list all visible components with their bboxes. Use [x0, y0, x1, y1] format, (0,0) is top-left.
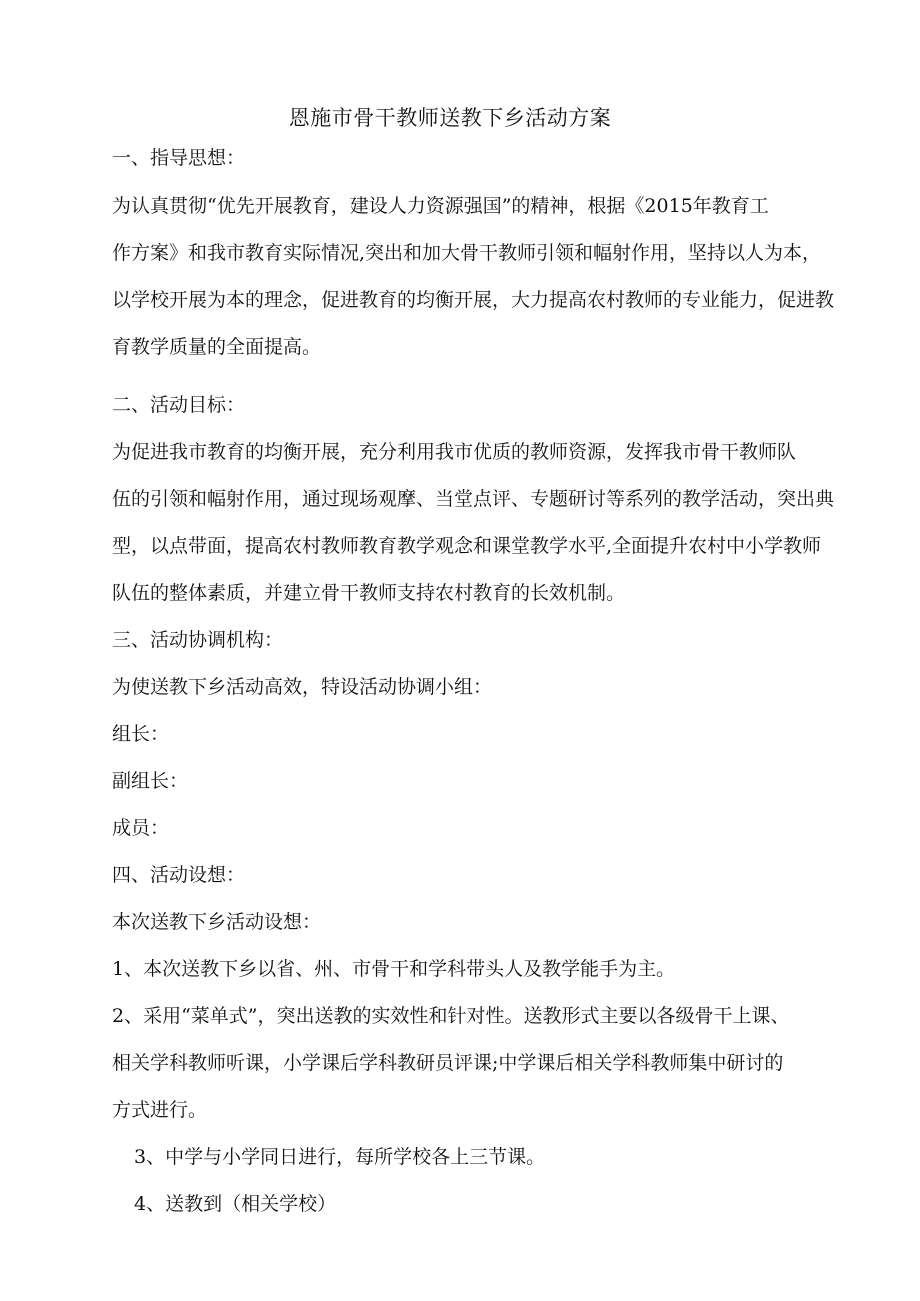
- paragraph-line: 为促进我市教育的均衡开展，充分利用我市优质的教师资源，发挥我市骨干教师队: [112, 441, 797, 463]
- section-heading-coordination-body: 三、活动协调机构：: [112, 629, 284, 651]
- paragraph-line: 育教学质量的全面提高。: [112, 336, 322, 358]
- paragraph-line: 相关学科教师听课，小学课后学科教研员评课;中学课后相关学科教师集中研讨的: [112, 1052, 784, 1074]
- paragraph-line: 为使送教下乡活动高效，特设活动协调小组：: [112, 676, 493, 698]
- paragraph-line: 方式进行。: [112, 1099, 208, 1121]
- section-heading-guiding-ideology: 一、指导思想：: [112, 147, 246, 169]
- paragraph-line: 伍的引领和幅射作用，通过现场观摩、当堂点评、专题研讨等系列的教学活动，突出典: [112, 488, 835, 510]
- document-title: 恩施市骨干教师送教下乡活动方案: [288, 106, 612, 130]
- paragraph-line: 作方案》和我市教育实际情况,突出和加大骨干教师引领和幅射作用，坚持以人为本，: [112, 242, 822, 264]
- paragraph-line: 以学校开展为本的理念，促进教育的均衡开展，大力提高农村教师的专业能力，促进教: [112, 289, 835, 311]
- list-item: 2、采用“菜单式”，突出送教的实效性和针对性。送教形式主要以各级骨干上课、: [112, 1005, 790, 1027]
- section-heading-activity-goals: 二、活动目标：: [112, 394, 246, 416]
- paragraph-line: 本次送教下乡活动设想：: [112, 911, 322, 933]
- deputy-leader-label: 副组长：: [112, 770, 189, 792]
- list-item: 3、中学与小学同日进行，每所学校各上三节课。: [134, 1146, 546, 1168]
- paragraph-line: 队伍的整体素质，并建立骨干教师支持农村教育的长效机制。: [112, 582, 626, 604]
- list-item: 4、送教到（相关学校）: [134, 1193, 337, 1215]
- paragraph-line: 为认真贯彻“优先开展教育，建设人力资源强国”的精神，根据《2015年教育工: [112, 195, 769, 217]
- list-item: 1、本次送教下乡以省、州、市骨干和学科带头人及教学能手为主。: [112, 958, 676, 980]
- paragraph-line: 型，以点带面，提高农村教师教育教学观念和课堂教学水平,全面提升农村中小学教师: [112, 535, 822, 557]
- leader-label: 组长：: [112, 723, 170, 745]
- members-label: 成员：: [112, 817, 170, 839]
- section-heading-activity-plan: 四、活动设想：: [112, 864, 246, 886]
